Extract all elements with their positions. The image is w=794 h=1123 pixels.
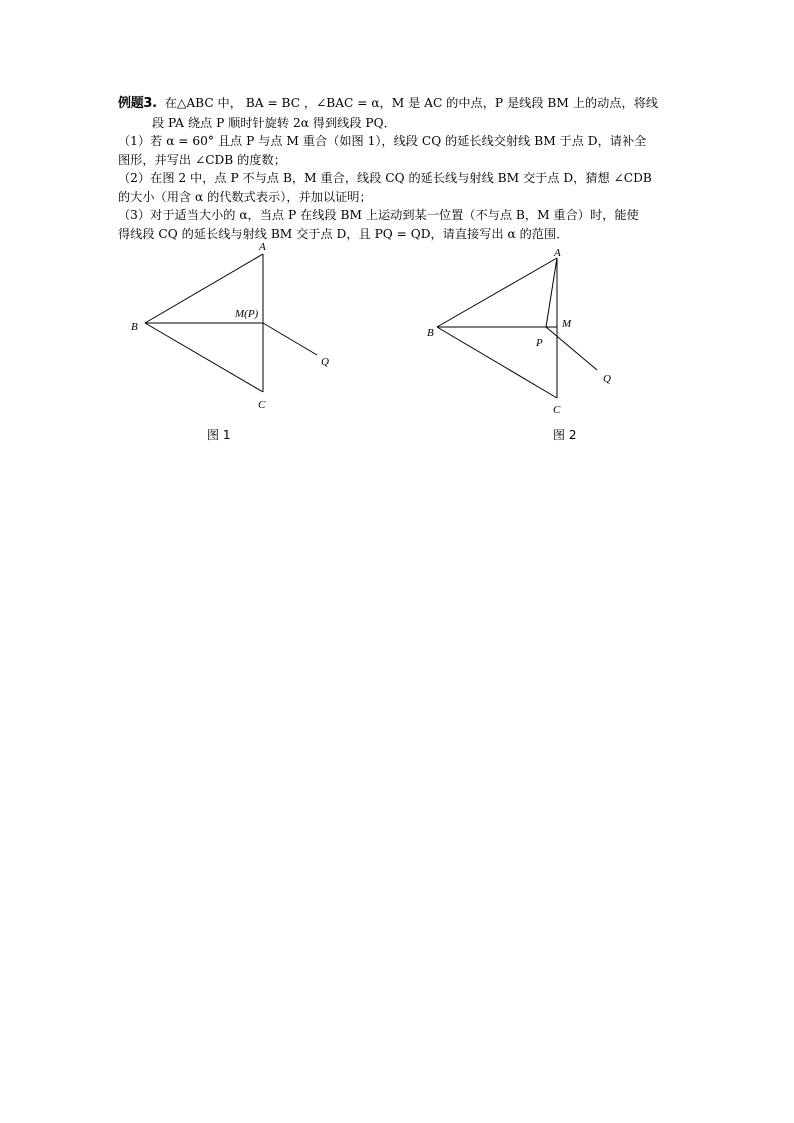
fig2-label-B: B bbox=[427, 327, 434, 339]
problem-intro-line1: 例题3. 在△ABC 中， BA = BC ，∠BAC = α，M 是 AC 的中点，P 是线段 BM 上的动点，将线 bbox=[118, 96, 659, 111]
fig2-label-Q: Q bbox=[603, 373, 611, 385]
fig1-label-B: B bbox=[131, 321, 138, 333]
segment-AB bbox=[437, 258, 557, 327]
segment-BC bbox=[145, 323, 263, 392]
question-2-line1: （2）在图 2 中，点 P 不与点 B，M 重合，线段 CQ 的延长线与射线 BM 交于点 D，猜想 ∠CDB bbox=[118, 171, 652, 185]
fig1-label-MP: M(P) bbox=[235, 308, 259, 320]
question-3-line2: 得线段 CQ 的延长线与射线 BM 交于点 D，且 PQ = QD，请直接写出 α 的范围． bbox=[118, 226, 569, 241]
question-1-line1: （1）若 α = 60° 且点 P 与点 M 重合（如图 1），线段 CQ 的延长线交射线 BM 于点 D，请补全 bbox=[118, 134, 647, 148]
problem-label: 例题3. bbox=[118, 96, 157, 111]
fig2-caption: 图 2 bbox=[553, 428, 577, 442]
fig2-label-C: C bbox=[553, 404, 561, 416]
segment-PQ bbox=[546, 327, 597, 370]
question-2-line2: 的大小（用含 α 的代数式表示），并加以证明； bbox=[118, 189, 372, 204]
figure-2 bbox=[437, 258, 597, 398]
fig2-label-A: A bbox=[554, 247, 561, 259]
problem-intro-line2: 段 PA 绕点 P 顺时针旋转 2α 得到线段 PQ． bbox=[152, 115, 396, 130]
fig1-label-C: C bbox=[258, 399, 266, 411]
fig1-label-A: A bbox=[259, 241, 266, 253]
fig2-label-M: M bbox=[562, 318, 572, 330]
question-1-line2: 图形，并写出 ∠CDB 的度数； bbox=[118, 152, 286, 167]
fig2-label-P: P bbox=[536, 337, 543, 349]
segment-PA bbox=[546, 258, 557, 327]
fig1-caption: 图 1 bbox=[207, 428, 231, 442]
segment-MQ bbox=[263, 323, 317, 355]
fig1-label-Q: Q bbox=[321, 356, 329, 368]
figure-1 bbox=[145, 254, 317, 392]
question-3-line1: （3）对于适当大小的 α，当点 P 在线段 BM 上运动到某一位置（不与点 B，M 重合）时，能使 bbox=[118, 208, 639, 222]
